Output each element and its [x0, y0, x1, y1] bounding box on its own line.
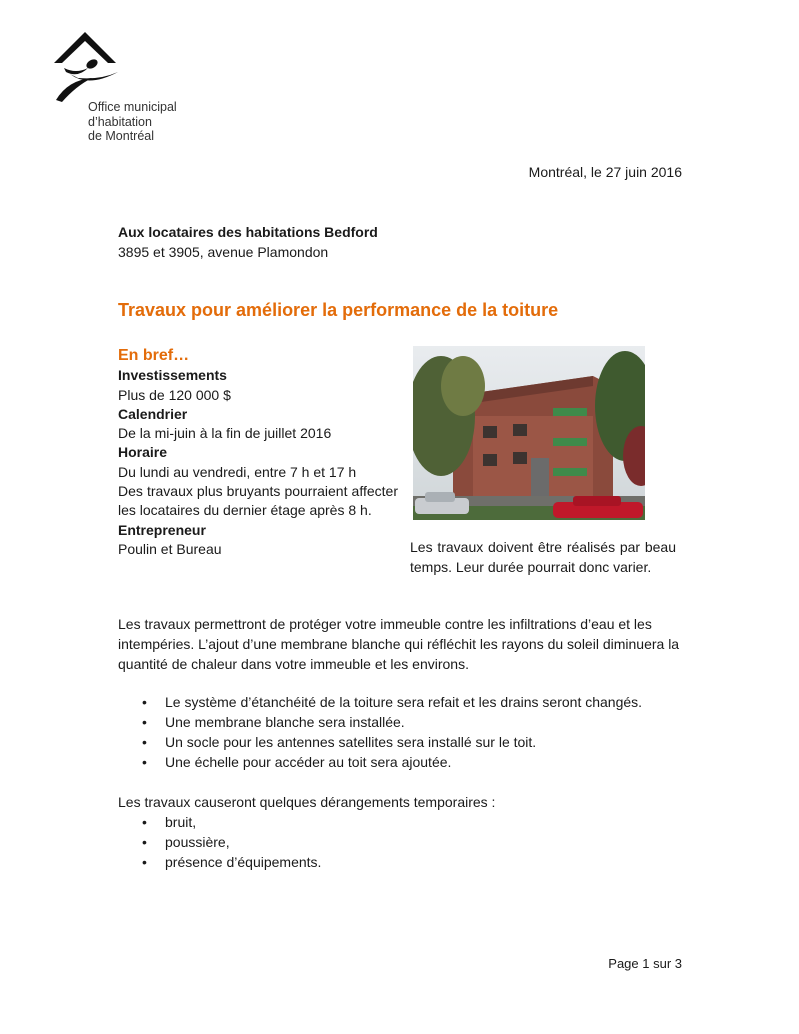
page-title: Travaux pour améliorer la performance de la toiture: [118, 300, 559, 320]
list-item: • Le système d’étanchéité de la toiture sera refait et les drains seront changés.: [118, 692, 680, 712]
brief-label-contractor: Entrepreneur: [118, 521, 206, 538]
logo-text-line-1: Office municipal: [88, 100, 177, 114]
logo-text-line-3: de Montréal: [88, 129, 155, 143]
recipient-address: 3895 et 3905, avenue Plamondon: [118, 244, 329, 260]
logo-text-line-2: d’habitation: [88, 114, 152, 129]
brief-heading: En bref…: [118, 347, 190, 364]
list-item: • poussière,: [118, 832, 680, 852]
letter-date: Montréal, le 27 juin 2016: [528, 164, 682, 180]
brief-value-investments: Plus de 120 000 $: [118, 386, 231, 403]
omhm-logo: [48, 28, 198, 148]
list-item: • Un socle pour les antennes satellites sera installé sur le toit.: [118, 732, 680, 752]
brief-label-investments: Investissements: [118, 367, 227, 384]
brief-value-hours: Du lundi au vendredi, entre 7 h et 17 h: [118, 463, 357, 480]
list-item: • Une membrane blanche sera installée.: [118, 712, 680, 732]
recipient-block: [118, 222, 378, 262]
omhm-emblem-icon: [48, 28, 128, 108]
brief-section: [118, 346, 398, 559]
works-list: [118, 692, 680, 772]
disturbances-intro: Les travaux causeront quelques dérangements temporaires :: [118, 794, 496, 810]
list-item: • bruit,: [118, 812, 680, 832]
page-number: Page 1 sur 3: [608, 956, 682, 971]
list-item: • Une échelle pour accéder au toit sera ajoutée.: [118, 752, 680, 772]
brief-label-schedule: Calendrier: [118, 405, 188, 422]
list-item: • présence d’équipements.: [118, 852, 680, 872]
disturbances-section: [118, 792, 680, 872]
brief-hours-note: Des travaux plus bruyants pourraient affecter les locataires du dernier étage après 8 h.: [118, 483, 398, 519]
brief-label-hours: Horaire: [118, 444, 168, 461]
photo-caption: Les travaux doivent être réalisés par beau temps. Leur durée pourrait donc varier.: [410, 539, 676, 575]
building-photo: [413, 346, 645, 520]
brief-value-contractor: Poulin et Bureau: [118, 540, 222, 557]
recipient-name: Aux locataires des habitations Bedford: [118, 224, 378, 240]
brief-value-schedule: De la mi-juin à la fin de juillet 2016: [118, 425, 332, 442]
intro-paragraph: Les travaux permettront de protéger votre immeuble contre les infiltrations d’eau et les intempéries. L’ajout d’une membrane blanche qui réfléchit les rayons du soleil diminuera la quantité de chaleur dans votre immeuble et les environs.: [118, 616, 680, 672]
